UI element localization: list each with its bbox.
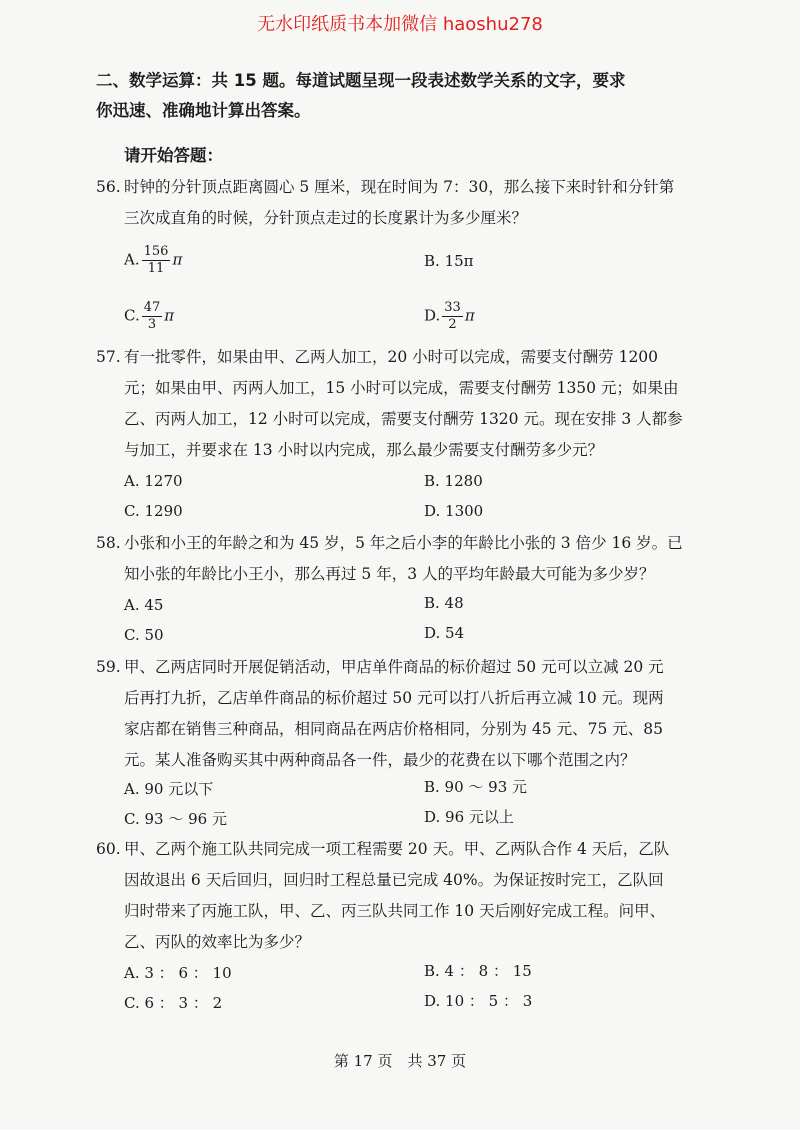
watermark: 无水印纸质书本加微信 haoshu278 bbox=[257, 14, 543, 35]
question-57: 57. 有一批零件，如果由甲、乙两人加工，20 小时可以完成，需要支付酬劳 1200 元；如果由甲、丙两人加工，15 小时可以完成，需要支付酬劳 1350 元；如果由 乙、丙两人加工，12 小时可以完成，需要支付酬劳 1320 元。现在安排 3 人都参 与加工，并要求在 13 小时以内完成，那么最少需要支付酬劳多少元？ bbox=[96, 348, 683, 459]
q56-option-c[interactable]: C. $\frac{47}{3}$ π bbox=[124, 300, 175, 332]
q57-option-b[interactable]: B. 1280 bbox=[424, 472, 483, 490]
q58-option-d[interactable]: D. 54 bbox=[424, 624, 465, 642]
q60-option-c[interactable]: C. 6 ： 3 ： 2 bbox=[124, 994, 223, 1012]
question-60: 60. 甲、乙两个施工队共同完成一项工程需要 20 天。甲、乙两队合作 4 天后，乙队 因故退出 6 天后回归，回归时工程总量已完成 40%。为保证按时完工，乙队回 归时带来了丙施工队，甲、乙、丙三队共同工作 10 天后刚好完成工程。问甲、 乙、丙队的效率比为多少？ bbox=[96, 840, 670, 951]
question-59: 59. 甲、乙两店同时开展促销活动，甲店单件商品的标价超过 50 元可以立减 20 元 后再打九折，乙店单件商品的标价超过 50 元可以打八折后再立减 10 元。现两 家店都在销售三种商品，相同商品在两店价格相同，分别为 45 元、75 元、85 元。某人准备购买其中两种商品各一件，最少的花费在以下哪个范围之内？ bbox=[96, 658, 664, 769]
q59-option-c[interactable]: C. 93 ～ 96 元 bbox=[124, 810, 227, 828]
q60-option-b[interactable]: B. 4 ： 8 ： 15 bbox=[424, 962, 532, 980]
q60-option-d[interactable]: D. 10 ： 5 ： 3 bbox=[424, 992, 533, 1010]
question-56: 56. 时钟的分针顶点距离圆心 5 厘米，现在时间为 7：30，那么接下来时针和分针第 三次成直角的时候，分针顶点走过的长度累计为多少厘米？ bbox=[96, 178, 675, 227]
start-prompt: 请开始答题： bbox=[124, 146, 223, 165]
q58-option-a[interactable]: A. 45 bbox=[124, 596, 164, 614]
q59-option-b[interactable]: B. 90 ～ 93 元 bbox=[424, 778, 528, 796]
q57-option-d[interactable]: D. 1300 bbox=[424, 502, 484, 520]
q59-option-a[interactable]: A. 90 元以下 bbox=[124, 780, 214, 798]
question-58: 58. 小张和小王的年龄之和为 45 岁，5 年之后小李的年龄比小张的 3 倍少 16 岁。已 知小张的年龄比小王小，那么再过 5 年，3 人的平均年龄最大可能为多少岁？ bbox=[96, 534, 683, 583]
q60-option-a[interactable]: A. 3 ： 6 ： 10 bbox=[124, 964, 232, 982]
q56-option-b[interactable]: B. 15π bbox=[424, 252, 474, 270]
section-title: 二、数学运算：共 15 题。每道试题呈现一段表述数学关系的文字，要求 你迅速、准确地计算出答案。 bbox=[96, 71, 626, 120]
q58-option-b[interactable]: B. 48 bbox=[424, 594, 464, 612]
q58-option-c[interactable]: C. 50 bbox=[124, 626, 164, 644]
page-footer: 第 17 页 共 37 页 bbox=[333, 1052, 467, 1070]
q56-option-d[interactable]: D. $\frac{33}{2}$ π bbox=[424, 300, 475, 332]
q56-option-a[interactable]: A. $\frac{156}{11}$ π bbox=[124, 244, 183, 276]
q59-option-d[interactable]: D. 96 元以上 bbox=[424, 808, 514, 826]
q57-option-c[interactable]: C. 1290 bbox=[124, 502, 183, 520]
q57-option-a[interactable]: A. 1270 bbox=[124, 472, 183, 490]
